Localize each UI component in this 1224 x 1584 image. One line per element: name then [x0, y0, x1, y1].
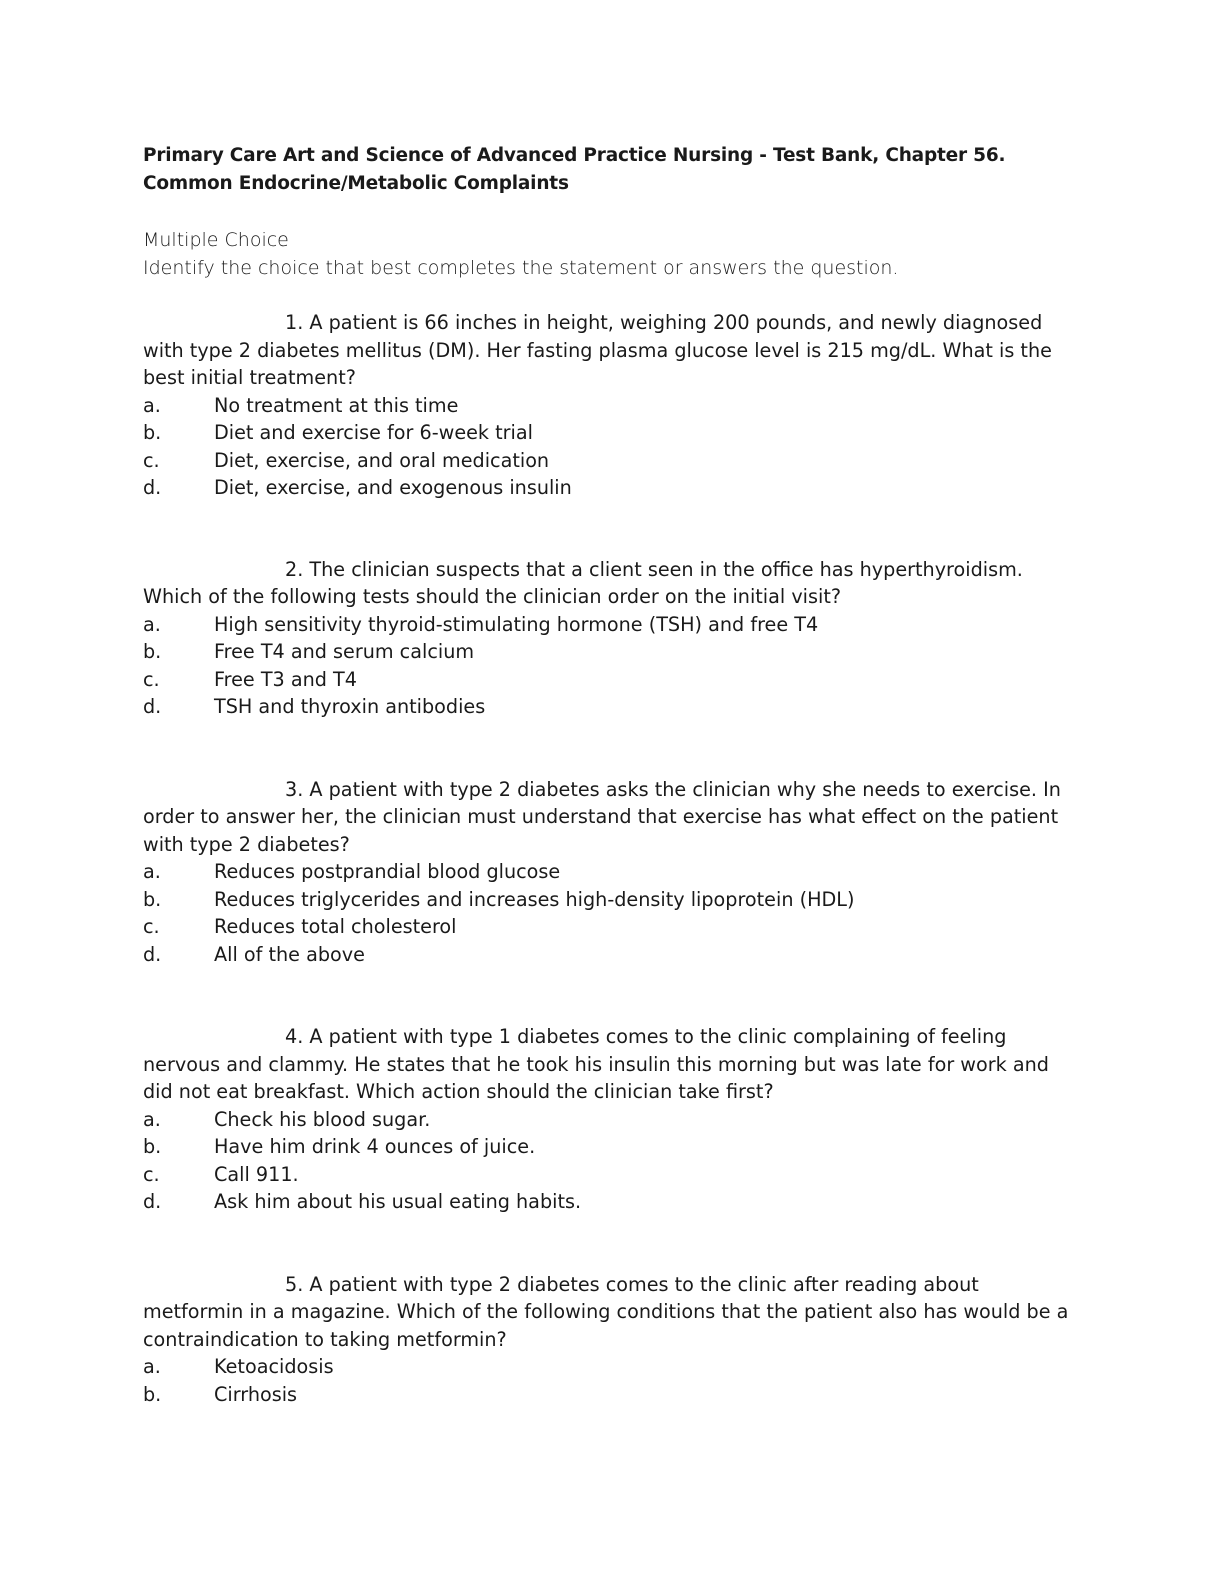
option-a — [143, 1106, 1083, 1134]
option-b — [143, 886, 1083, 914]
option-text: Diet, exercise, and exogenous insulin — [214, 476, 572, 499]
option-b — [143, 1381, 1083, 1409]
option-letter: a. — [143, 1355, 161, 1378]
title-line-2: Common Endocrine/Metabolic Complaints — [143, 173, 569, 194]
option-text: Check his blood sugar. — [214, 1107, 431, 1131]
option-list — [143, 858, 1083, 968]
option-letter: c. — [143, 1162, 160, 1186]
option-list — [143, 392, 1083, 502]
option-letter: b. — [143, 887, 162, 911]
question-stem: 3. A patient with type 2 diabetes asks the clinician why she needs to exercise. In order to answer her, the clinician must understand that exercise has what effect on the patient with type 2 diabetes? — [143, 777, 1061, 856]
question-5 — [143, 1271, 1083, 1409]
option-text: Reduces total cholesterol — [214, 915, 457, 938]
option-list — [143, 611, 1083, 721]
question-stem: 5. A patient with type 2 diabetes comes to the clinic after reading about metformin in a magazine. Which of the following conditions that the patient also has would be a contraindication to taking metformin? — [143, 1272, 1069, 1351]
option-letter: d. — [143, 695, 162, 718]
option-text: Have him drink 4 ounces of juice. — [214, 1135, 536, 1158]
option-d — [143, 941, 1083, 969]
option-letter: a. — [143, 1107, 161, 1131]
option-text: Call 911. — [214, 1162, 299, 1186]
question-stem: 1. A patient is 66 inches in height, weighing 200 pounds, and newly diagnosed with type 2 diabetes mellitus (DM). Her fasting plasma glucose level is 215 mg/dL. What is the best initial treatment? — [143, 311, 1052, 389]
option-letter: d. — [143, 476, 162, 499]
question-stem: 2. The clinician suspects that a client seen in the office has hyperthyroidism. Which of the following tests should the clinician order on the initial visit? — [143, 557, 1023, 608]
option-text: Diet, exercise, and oral medication — [214, 448, 550, 472]
option-d — [143, 693, 1083, 721]
option-b — [143, 1133, 1083, 1161]
option-letter: a. — [143, 612, 161, 636]
option-letter: d. — [143, 1190, 162, 1213]
instructions-text: Identify the choice that best completes the statement or answers the question. — [143, 257, 899, 279]
option-text: Free T4 and serum calcium — [214, 640, 475, 663]
option-letter: a. — [143, 393, 161, 417]
option-text: Reduces triglycerides and increases high-density lipoprotein (HDL) — [214, 887, 855, 911]
option-text: Ketoacidosis — [214, 1355, 334, 1378]
question-stem: 4. A patient with type 1 diabetes comes to the clinic complaining of feeling nervous and clammy. He states that he took his insulin this morning but was late for work and did not eat breakfast. Which action should the clinician take first? — [143, 1025, 1049, 1103]
option-b — [143, 419, 1083, 447]
question-2 — [143, 556, 1083, 721]
option-letter: d. — [143, 942, 162, 966]
option-list — [143, 1106, 1083, 1216]
option-a — [143, 611, 1083, 639]
question-3 — [143, 776, 1083, 969]
document-title — [143, 142, 1083, 198]
option-letter: c. — [143, 667, 160, 691]
title-line-1: Primary Care Art and Science of Advanced Practice Nursing - Test Bank, Chapter 56. — [143, 145, 1006, 166]
question-4 — [143, 1023, 1083, 1216]
option-d — [143, 1188, 1083, 1216]
option-text: No treatment at this time — [214, 393, 459, 417]
option-text: Free T3 and T4 — [214, 667, 357, 691]
option-letter: c. — [143, 448, 160, 472]
option-letter: a. — [143, 860, 161, 883]
option-letter: b. — [143, 1135, 162, 1158]
option-a — [143, 858, 1083, 886]
option-text: High sensitivity thyroid-stimulating hormone (TSH) and free T4 — [214, 612, 819, 636]
option-c — [143, 913, 1083, 941]
option-text: Ask him about his usual eating habits. — [214, 1190, 582, 1213]
instructions-block — [143, 226, 1083, 282]
option-c — [143, 1161, 1083, 1189]
option-a — [143, 392, 1083, 420]
section-heading: Multiple Choice — [143, 229, 289, 251]
option-text: Reduces postprandial blood glucose — [214, 860, 561, 883]
option-letter: c. — [143, 915, 160, 938]
option-text: Cirrhosis — [214, 1382, 298, 1406]
option-letter: b. — [143, 1382, 162, 1406]
option-b — [143, 638, 1083, 666]
option-d — [143, 474, 1083, 502]
option-letter: b. — [143, 640, 162, 663]
option-c — [143, 666, 1083, 694]
option-a — [143, 1353, 1083, 1381]
document-page — [143, 142, 1083, 1408]
option-list — [143, 1353, 1083, 1408]
question-1 — [143, 309, 1083, 502]
option-text: All of the above — [214, 942, 365, 966]
option-text: Diet and exercise for 6-week trial — [214, 421, 533, 444]
option-letter: b. — [143, 421, 162, 444]
option-c — [143, 447, 1083, 475]
option-text: TSH and thyroxin antibodies — [214, 695, 486, 718]
